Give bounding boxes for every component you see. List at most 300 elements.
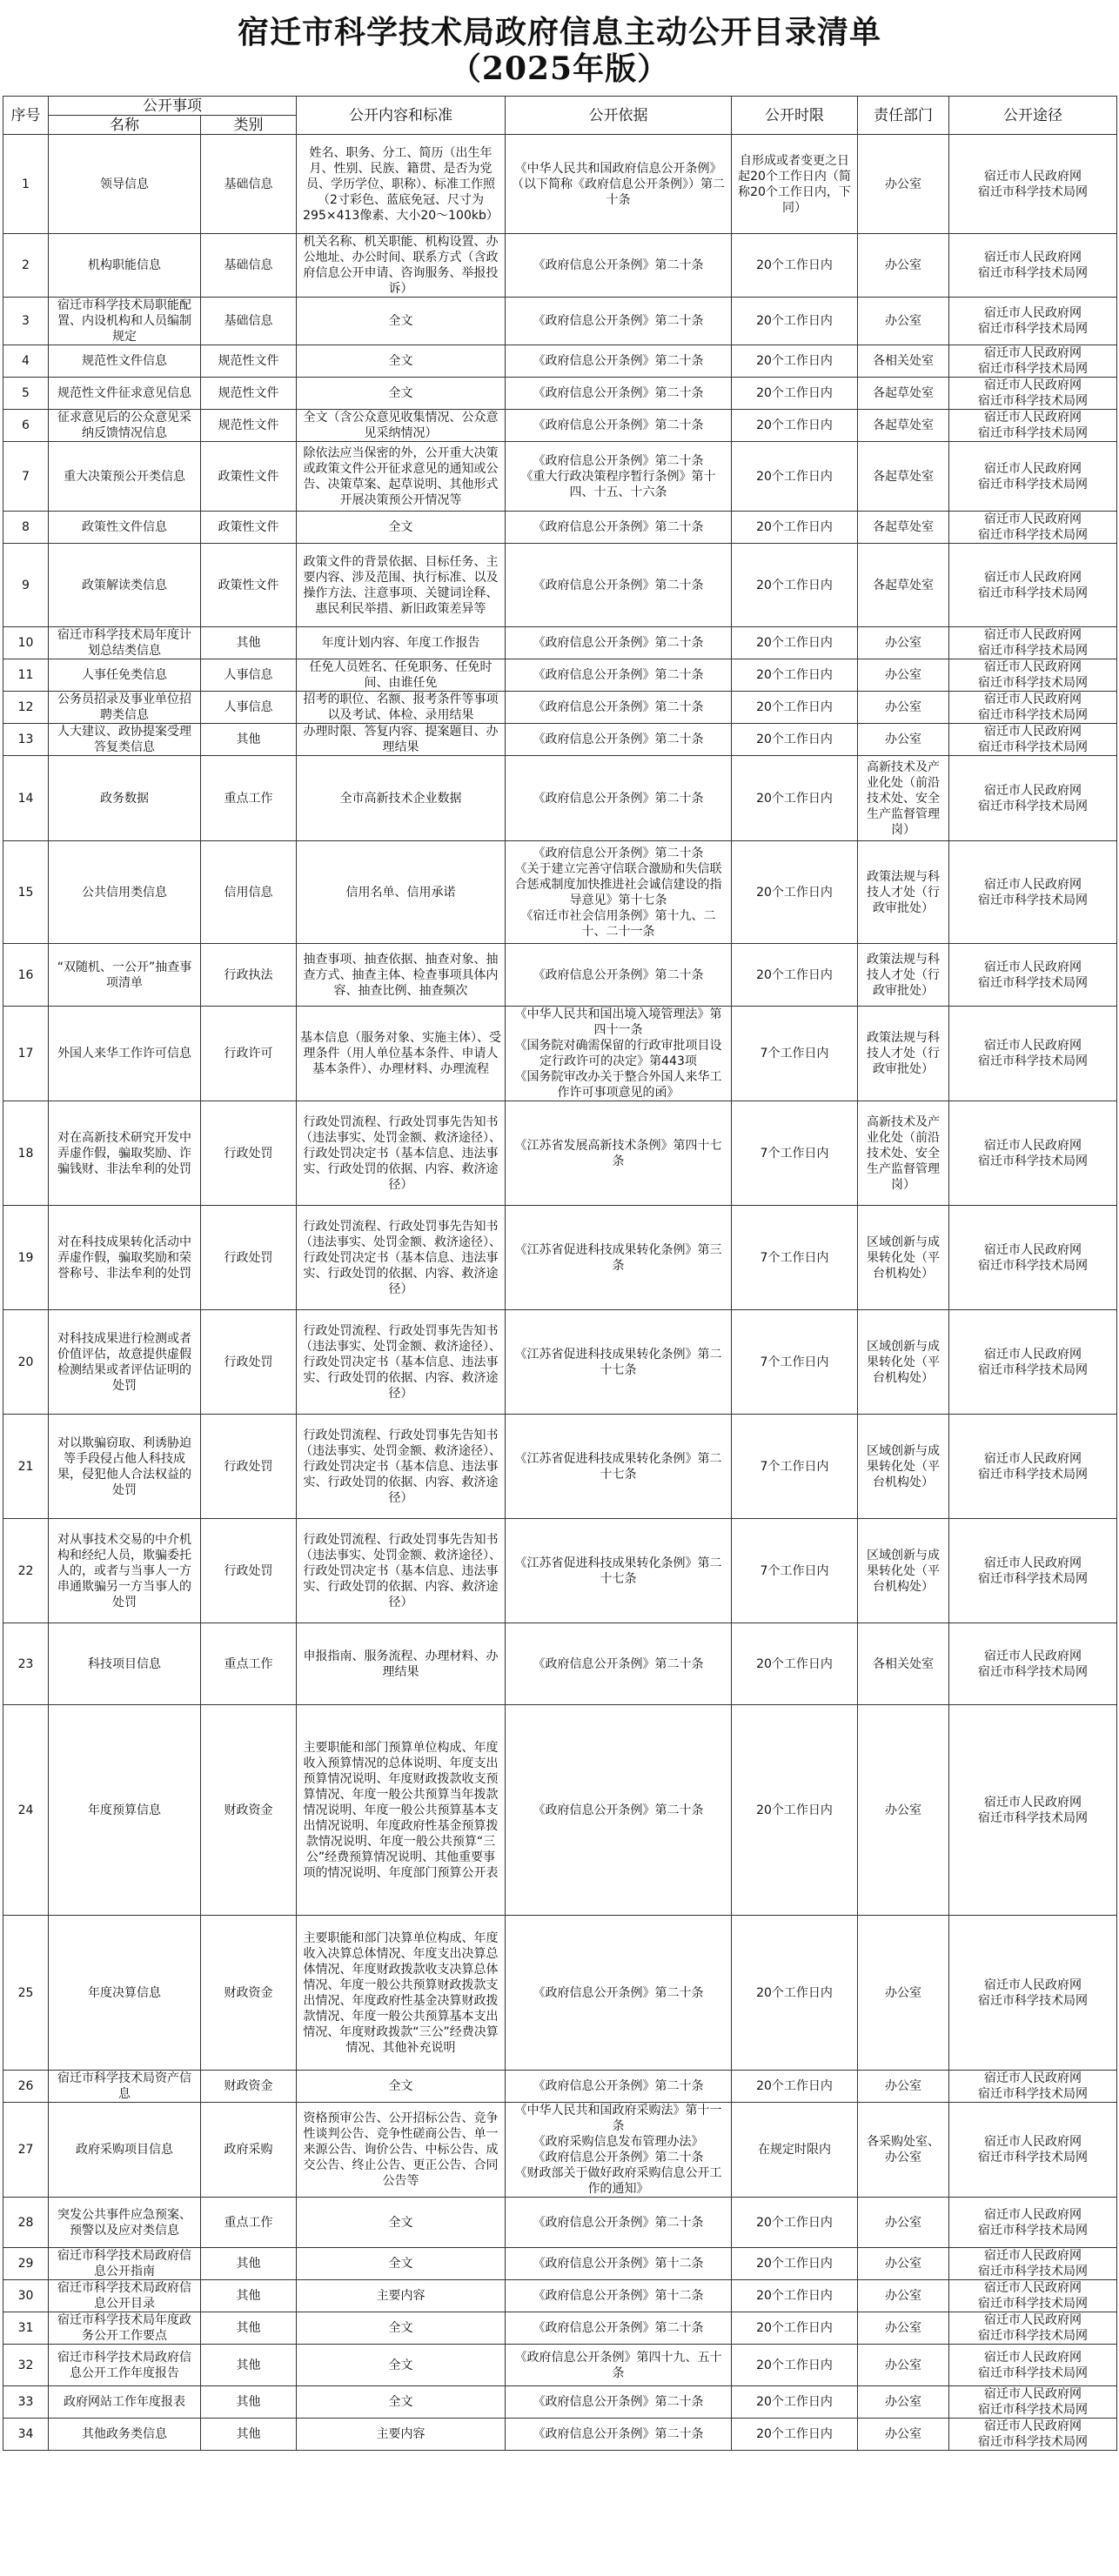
row-basis: 《中华人民共和国政府采购法》第十一条 《政府采购信息发布管理办法》 《政府信息公开条例》第二十条 《财政部关于做好政府采购信息公开工作的通知》 xyxy=(506,2103,732,2198)
row-basis: 《江苏省发展高新技术条例》第四十七条 xyxy=(506,1101,732,1206)
table-row xyxy=(3,756,1117,841)
row-time-limit: 20个工作日内 xyxy=(732,944,858,1007)
row-index: 32 xyxy=(3,2345,49,2386)
row-name: 宿迁市科学技术局资产信息 xyxy=(49,2071,201,2103)
row-category: 政府采购 xyxy=(201,2103,297,2198)
row-channel: 宿迁市人民政府网 宿迁市科学技术局网 xyxy=(949,2419,1117,2451)
table-row xyxy=(3,724,1117,756)
row-content: 任免人员姓名、任免职务、任免时间、由谁任免 xyxy=(297,659,506,692)
row-basis: 《中华人民共和国出境入境管理法》第四十一条 《国务院对确需保留的行政审批项目设定行政许可的决定》第443项 《国务院审改办关于整合外国人来华工作许可事项意见的函》 xyxy=(506,1007,732,1101)
row-department: 区域创新与成果转化处（平台机构处） xyxy=(858,1519,949,1623)
row-index: 4 xyxy=(3,345,49,378)
row-category: 其他 xyxy=(201,724,297,756)
row-index: 24 xyxy=(3,1705,49,1916)
table-row xyxy=(3,1101,1117,1206)
row-basis: 《江苏省促进科技成果转化条例》第三条 xyxy=(506,1206,732,1310)
table-row xyxy=(3,2071,1117,2103)
row-department: 办公室 xyxy=(858,2071,949,2103)
row-department: 区域创新与成果转化处（平台机构处） xyxy=(858,1415,949,1519)
row-time-limit: 20个工作日内 xyxy=(732,298,858,345)
row-channel: 宿迁市人民政府网 宿迁市科学技术局网 xyxy=(949,2345,1117,2386)
row-name: 征求意见后的公众意见采纳反馈情况信息 xyxy=(49,410,201,442)
table-row xyxy=(3,1916,1117,2071)
row-name: 年度决算信息 xyxy=(49,1916,201,2071)
row-time-limit: 20个工作日内 xyxy=(732,2386,858,2419)
row-category: 财政资金 xyxy=(201,1916,297,2071)
row-department: 政策法规与科技人才处（行政审批处） xyxy=(858,1007,949,1101)
row-time-limit: 20个工作日内 xyxy=(732,1916,858,2071)
row-category: 行政处罚 xyxy=(201,1101,297,1206)
row-channel: 宿迁市人民政府网 宿迁市科学技术局网 xyxy=(949,1206,1117,1310)
row-department: 各相关处室 xyxy=(858,345,949,378)
row-channel: 宿迁市人民政府网 宿迁市科学技术局网 xyxy=(949,298,1117,345)
row-name: 政府采购项目信息 xyxy=(49,2103,201,2198)
row-name: 宿迁市科学技术局职能配置、内设机构和人员编制规定 xyxy=(49,298,201,345)
row-channel: 宿迁市人民政府网 宿迁市科学技术局网 xyxy=(949,1310,1117,1415)
row-name: 年度预算信息 xyxy=(49,1705,201,1916)
row-index: 31 xyxy=(3,2312,49,2345)
row-channel: 宿迁市人民政府网 宿迁市科学技术局网 xyxy=(949,2198,1117,2248)
row-basis: 《政府信息公开条例》第二十条 xyxy=(506,234,732,298)
row-content: 申报指南、服务流程、办理材料、办理结果 xyxy=(297,1623,506,1705)
row-time-limit: 7个工作日内 xyxy=(732,1101,858,1206)
row-department: 区域创新与成果转化处（平台机构处） xyxy=(858,1310,949,1415)
header-name: 名称 xyxy=(49,116,201,135)
row-category: 财政资金 xyxy=(201,2071,297,2103)
row-department: 办公室 xyxy=(858,2280,949,2312)
row-index: 30 xyxy=(3,2280,49,2312)
table-row xyxy=(3,1007,1117,1101)
row-content: 全文 xyxy=(297,378,506,410)
row-time-limit: 20个工作日内 xyxy=(732,2071,858,2103)
row-department: 各起草处室 xyxy=(858,378,949,410)
row-name: 政务数据 xyxy=(49,756,201,841)
table-row xyxy=(3,1623,1117,1705)
row-department: 办公室 xyxy=(858,298,949,345)
row-content: 全文 xyxy=(297,2198,506,2248)
row-category: 行政处罚 xyxy=(201,1519,297,1623)
row-content: 机关名称、机关职能、机构设置、办公地址、办公时间、联系方式（含政府信息公开申请、咨询服务、举报投诉） xyxy=(297,234,506,298)
row-name: 外国人来华工作许可信息 xyxy=(49,1007,201,1101)
row-name: 宿迁市科学技术局年度计划总结类信息 xyxy=(49,627,201,659)
row-time-limit: 20个工作日内 xyxy=(732,345,858,378)
row-name: 人大建议、政协提案受理答复类信息 xyxy=(49,724,201,756)
row-basis: 《政府信息公开条例》第二十条 xyxy=(506,2386,732,2419)
row-index: 27 xyxy=(3,2103,49,2198)
row-index: 8 xyxy=(3,512,49,544)
row-time-limit: 7个工作日内 xyxy=(732,1206,858,1310)
row-channel: 宿迁市人民政府网 宿迁市科学技术局网 xyxy=(949,345,1117,378)
row-category: 其他 xyxy=(201,2345,297,2386)
row-content: 姓名、职务、分工、简历（出生年月、性别、民族、籍贯、是否为党员、学历学位、职称）、标准工作照（2寸彩色、蓝底免冠、尺寸为295×413像素、大小20～100kb） xyxy=(297,135,506,234)
table-row xyxy=(3,298,1117,345)
row-index: 10 xyxy=(3,627,49,659)
header-basis: 公开依据 xyxy=(506,97,732,135)
row-content: 基本信息（服务对象、实施主体）、受理条件（用人单位基本条件、申请人基本条件）、办理材料、办理流程 xyxy=(297,1007,506,1101)
row-department: 办公室 xyxy=(858,692,949,724)
row-content: 办理时限、答复内容、提案题目、办理结果 xyxy=(297,724,506,756)
table-row xyxy=(3,2198,1117,2248)
row-content: 信用名单、信用承诺 xyxy=(297,841,506,944)
row-time-limit: 20个工作日内 xyxy=(732,378,858,410)
table-row xyxy=(3,2248,1117,2280)
row-name: 宿迁市科学技术局年度政务公开工作要点 xyxy=(49,2312,201,2345)
row-basis: 《政府信息公开条例》第二十条 xyxy=(506,659,732,692)
row-category: 规范性文件 xyxy=(201,378,297,410)
row-channel: 宿迁市人民政府网 宿迁市科学技术局网 xyxy=(949,442,1117,512)
row-name: 对在科技成果转化活动中弄虚作假，骗取奖励和荣誉称号、非法牟利的处罚 xyxy=(49,1206,201,1310)
row-channel: 宿迁市人民政府网 宿迁市科学技术局网 xyxy=(949,1623,1117,1705)
row-name: 对以欺骗窃取、利诱胁迫等手段侵占他人科技成果，侵犯他人合法权益的处罚 xyxy=(49,1415,201,1519)
row-basis: 《政府信息公开条例》第二十条 《重大行政决策程序暂行条例》第十四、十五、十六条 xyxy=(506,442,732,512)
row-department: 各起草处室 xyxy=(858,410,949,442)
row-index: 25 xyxy=(3,1916,49,2071)
row-time-limit: 20个工作日内 xyxy=(732,2280,858,2312)
row-channel: 宿迁市人民政府网 宿迁市科学技术局网 xyxy=(949,1415,1117,1519)
table-row xyxy=(3,378,1117,410)
row-time-limit: 20个工作日内 xyxy=(732,2419,858,2451)
row-content: 全文 xyxy=(297,2248,506,2280)
row-category: 政策性文件 xyxy=(201,512,297,544)
row-channel: 宿迁市人民政府网 宿迁市科学技术局网 xyxy=(949,2280,1117,2312)
row-content: 招考的职位、名额、报考条件等事项以及考试、体检、录用结果 xyxy=(297,692,506,724)
row-department: 各相关处室 xyxy=(858,1623,949,1705)
row-basis: 《政府信息公开条例》第二十条 xyxy=(506,2198,732,2248)
row-index: 6 xyxy=(3,410,49,442)
header-department: 责任部门 xyxy=(858,97,949,135)
table-body xyxy=(3,135,1117,2451)
row-department: 办公室 xyxy=(858,2248,949,2280)
row-index: 21 xyxy=(3,1415,49,1519)
row-channel: 宿迁市人民政府网 宿迁市科学技术局网 xyxy=(949,410,1117,442)
row-department: 办公室 xyxy=(858,2198,949,2248)
row-name: 规范性文件征求意见信息 xyxy=(49,378,201,410)
row-channel: 宿迁市人民政府网 宿迁市科学技术局网 xyxy=(949,1916,1117,2071)
table-row xyxy=(3,544,1117,627)
row-index: 1 xyxy=(3,135,49,234)
table-row xyxy=(3,1705,1117,1916)
row-channel: 宿迁市人民政府网 宿迁市科学技术局网 xyxy=(949,234,1117,298)
row-content: 主要内容 xyxy=(297,2280,506,2312)
row-category: 基础信息 xyxy=(201,298,297,345)
row-basis: 《政府信息公开条例》第二十条 xyxy=(506,756,732,841)
row-name: 对在高新技术研究开发中弄虚作假，骗取奖励、诈骗钱财、非法牟利的处罚 xyxy=(49,1101,201,1206)
row-channel: 宿迁市人民政府网 宿迁市科学技术局网 xyxy=(949,378,1117,410)
table-row xyxy=(3,2103,1117,2198)
row-category: 行政处罚 xyxy=(201,1415,297,1519)
row-time-limit: 20个工作日内 xyxy=(732,544,858,627)
table-row xyxy=(3,1415,1117,1519)
row-index: 9 xyxy=(3,544,49,627)
row-department: 各起草处室 xyxy=(858,512,949,544)
row-time-limit: 20个工作日内 xyxy=(732,1705,858,1916)
table-row xyxy=(3,234,1117,298)
table-row xyxy=(3,135,1117,234)
row-content: 主要内容 xyxy=(297,2419,506,2451)
table-row xyxy=(3,2312,1117,2345)
row-department: 高新技术及产业化处（前沿技术处、安全生产监督管理岗） xyxy=(858,1101,949,1206)
row-basis: 《政府信息公开条例》第二十条 xyxy=(506,627,732,659)
row-department: 办公室 xyxy=(858,659,949,692)
row-index: 15 xyxy=(3,841,49,944)
row-basis: 《政府信息公开条例》第二十条 xyxy=(506,2071,732,2103)
row-basis: 《江苏省促进科技成果转化条例》第二十七条 xyxy=(506,1310,732,1415)
row-basis: 《政府信息公开条例》第二十条 xyxy=(506,410,732,442)
row-content: 抽查事项、抽查依据、抽查对象、抽查方式、抽查主体、检查事项具体内容、抽查比例、抽查频次 xyxy=(297,944,506,1007)
table-row xyxy=(3,345,1117,378)
row-channel: 宿迁市人民政府网 宿迁市科学技术局网 xyxy=(949,2312,1117,2345)
row-name: 宿迁市科学技术局政府信息公开指南 xyxy=(49,2248,201,2280)
header-channel: 公开途径 xyxy=(949,97,1117,135)
row-basis: 《政府信息公开条例》第二十条 xyxy=(506,512,732,544)
disclosure-table xyxy=(3,96,1117,2451)
header-index: 序号 xyxy=(3,97,49,135)
row-category: 其他 xyxy=(201,627,297,659)
row-category: 重点工作 xyxy=(201,756,297,841)
row-name: 规范性文件信息 xyxy=(49,345,201,378)
row-category: 规范性文件 xyxy=(201,345,297,378)
row-category: 行政许可 xyxy=(201,1007,297,1101)
row-index: 7 xyxy=(3,442,49,512)
row-category: 其他 xyxy=(201,2386,297,2419)
table-row xyxy=(3,2419,1117,2451)
row-time-limit: 20个工作日内 xyxy=(732,692,858,724)
row-category: 行政处罚 xyxy=(201,1206,297,1310)
table-row xyxy=(3,659,1117,692)
row-time-limit: 在规定时限内 xyxy=(732,2103,858,2198)
row-name: 宿迁市科学技术局政府信息公开工作年度报告 xyxy=(49,2345,201,2386)
row-name: 其他政务类信息 xyxy=(49,2419,201,2451)
row-name: 政策解读类信息 xyxy=(49,544,201,627)
row-channel: 宿迁市人民政府网 宿迁市科学技术局网 xyxy=(949,2103,1117,2198)
row-basis: 《政府信息公开条例》第二十条 xyxy=(506,378,732,410)
row-index: 29 xyxy=(3,2248,49,2280)
row-basis: 《政府信息公开条例》第二十条 xyxy=(506,2312,732,2345)
row-content: 行政处罚流程、行政处罚事先告知书（违法事实、处罚金额、救济途径）、行政处罚决定书（基本信息、违法事实、行政处罚的依据、内容、救济途径） xyxy=(297,1519,506,1623)
row-index: 19 xyxy=(3,1206,49,1310)
row-content: 主要职能和部门预算单位构成、年度收入预算情况的总体说明、年度支出预算情况说明、年度财政拨款收支预算情况、年度一般公共预算当年拨款情况说明、年度一般公共预算基本支出情况说明、年度政府性基金预算拨款情况说明、年度一般公共预算“三公”经费预算情况说明、其他重要事项的情况说明、年度部门预算公开表 xyxy=(297,1705,506,1916)
row-channel: 宿迁市人民政府网 宿迁市科学技术局网 xyxy=(949,756,1117,841)
row-time-limit: 20个工作日内 xyxy=(732,2345,858,2386)
row-category: 重点工作 xyxy=(201,2198,297,2248)
row-channel: 宿迁市人民政府网 宿迁市科学技术局网 xyxy=(949,841,1117,944)
row-index: 16 xyxy=(3,944,49,1007)
row-department: 高新技术及产业化处（前沿技术处、安全生产监督管理岗） xyxy=(858,756,949,841)
row-channel: 宿迁市人民政府网 宿迁市科学技术局网 xyxy=(949,135,1117,234)
row-basis: 《政府信息公开条例》第二十条 《关于建立完善守信联合激励和失信联合惩戒制度加快推进社会诚信建设的指导意见》第十七条 《宿迁市社会信用条例》第十九、二十、二十一条 xyxy=(506,841,732,944)
row-channel: 宿迁市人民政府网 宿迁市科学技术局网 xyxy=(949,512,1117,544)
row-category: 信用信息 xyxy=(201,841,297,944)
row-name: “双随机、一公开”抽查事项清单 xyxy=(49,944,201,1007)
row-time-limit: 7个工作日内 xyxy=(732,1415,858,1519)
row-basis: 《政府信息公开条例》第二十条 xyxy=(506,1916,732,2071)
row-content: 行政处罚流程、行政处罚事先告知书（违法事实、处罚金额、救济途径）、行政处罚决定书（基本信息、违法事实、行政处罚的依据、内容、救济途径） xyxy=(297,1415,506,1519)
row-basis: 《政府信息公开条例》第二十条 xyxy=(506,345,732,378)
row-category: 重点工作 xyxy=(201,1623,297,1705)
row-index: 20 xyxy=(3,1310,49,1415)
row-time-limit: 20个工作日内 xyxy=(732,724,858,756)
row-name: 人事任免类信息 xyxy=(49,659,201,692)
table-row xyxy=(3,841,1117,944)
row-department: 办公室 xyxy=(858,1916,949,2071)
row-department: 办公室 xyxy=(858,2345,949,2386)
row-index: 11 xyxy=(3,659,49,692)
row-content: 全文 xyxy=(297,2312,506,2345)
row-time-limit: 7个工作日内 xyxy=(732,1007,858,1101)
row-channel: 宿迁市人民政府网 宿迁市科学技术局网 xyxy=(949,692,1117,724)
row-basis: 《政府信息公开条例》第二十条 xyxy=(506,1705,732,1916)
row-content: 年度计划内容、年度工作报告 xyxy=(297,627,506,659)
row-department: 政策法规与科技人才处（行政审批处） xyxy=(858,841,949,944)
row-content: 全文 xyxy=(297,2345,506,2386)
row-time-limit: 20个工作日内 xyxy=(732,841,858,944)
row-department: 办公室 xyxy=(858,135,949,234)
row-content: 全文 xyxy=(297,298,506,345)
table-row xyxy=(3,512,1117,544)
row-department: 办公室 xyxy=(858,627,949,659)
row-basis: 《政府信息公开条例》第二十条 xyxy=(506,544,732,627)
row-channel: 宿迁市人民政府网 宿迁市科学技术局网 xyxy=(949,659,1117,692)
row-index: 23 xyxy=(3,1623,49,1705)
row-content: 资格预审公告、公开招标公告、竞争性谈判公告、竞争性磋商公告、单一来源公告、询价公告、中标公告、成交公告、终止公告、更正公告、合同公告等 xyxy=(297,2103,506,2198)
row-index: 3 xyxy=(3,298,49,345)
row-basis: 《政府信息公开条例》第四十九、五十条 xyxy=(506,2345,732,2386)
row-content: 政策文件的背景依据、目标任务、主要内容、涉及范围、执行标准、以及操作方法、注意事项、关键词诠释、惠民利民举措、新旧政策差异等 xyxy=(297,544,506,627)
row-content: 全市高新技术企业数据 xyxy=(297,756,506,841)
row-category: 其他 xyxy=(201,2419,297,2451)
row-department: 区域创新与成果转化处（平台机构处） xyxy=(858,1206,949,1310)
row-content: 行政处罚流程、行政处罚事先告知书（违法事实、处罚金额、救济途径）、行政处罚决定书（基本信息、违法事实、行政处罚的依据、内容、救济途径） xyxy=(297,1101,506,1206)
document-subtitle: （2025年版） xyxy=(449,50,670,87)
row-category: 基础信息 xyxy=(201,234,297,298)
row-index: 5 xyxy=(3,378,49,410)
row-department: 办公室 xyxy=(858,724,949,756)
row-name: 公共信用类信息 xyxy=(49,841,201,944)
row-index: 18 xyxy=(3,1101,49,1206)
row-basis: 《政府信息公开条例》第二十条 xyxy=(506,1623,732,1705)
row-basis: 《政府信息公开条例》第二十条 xyxy=(506,724,732,756)
row-department: 各采购处室、办公室 xyxy=(858,2103,949,2198)
table-row xyxy=(3,2280,1117,2312)
row-time-limit: 20个工作日内 xyxy=(732,627,858,659)
row-category: 其他 xyxy=(201,2312,297,2345)
row-category: 人事信息 xyxy=(201,692,297,724)
row-time-limit: 7个工作日内 xyxy=(732,1310,858,1415)
row-channel: 宿迁市人民政府网 宿迁市科学技术局网 xyxy=(949,944,1117,1007)
row-category: 政策性文件 xyxy=(201,442,297,512)
row-basis: 《江苏省促进科技成果转化条例》第二十七条 xyxy=(506,1519,732,1623)
row-time-limit: 20个工作日内 xyxy=(732,2198,858,2248)
row-index: 34 xyxy=(3,2419,49,2451)
row-index: 17 xyxy=(3,1007,49,1101)
header-item-group: 公开事项 xyxy=(49,97,297,116)
row-basis: 《政府信息公开条例》第二十条 xyxy=(506,692,732,724)
row-time-limit: 20个工作日内 xyxy=(732,1623,858,1705)
row-content: 除依法应当保密的外，公开重大决策或政策文件公开征求意见的通知或公告、决策草案、起草说明、其他形式开展决策预公开情况等 xyxy=(297,442,506,512)
table-row xyxy=(3,1310,1117,1415)
row-basis: 《政府信息公开条例》第二十条 xyxy=(506,944,732,1007)
row-content: 行政处罚流程、行政处罚事先告知书（违法事实、处罚金额、救济途径）、行政处罚决定书（基本信息、违法事实、行政处罚的依据、内容、救济途径） xyxy=(297,1206,506,1310)
row-name: 政策性文件信息 xyxy=(49,512,201,544)
row-name: 突发公共事件应急预案、预警以及应对类信息 xyxy=(49,2198,201,2248)
row-name: 对从事技术交易的中介机构和经纪人员，欺骗委托人的，或者与当事人一方串通欺骗另一方当事人的处罚 xyxy=(49,1519,201,1623)
row-department: 政策法规与科技人才处（行政审批处） xyxy=(858,944,949,1007)
row-name: 对科技成果进行检测或者价值评估，故意提供虚假检测结果或者评估证明的处罚 xyxy=(49,1310,201,1415)
row-category: 其他 xyxy=(201,2280,297,2312)
row-index: 2 xyxy=(3,234,49,298)
row-category: 行政处罚 xyxy=(201,1310,297,1415)
row-channel: 宿迁市人民政府网 宿迁市科学技术局网 xyxy=(949,2386,1117,2419)
row-name: 领导信息 xyxy=(49,135,201,234)
table-row xyxy=(3,410,1117,442)
row-basis: 《政府信息公开条例》第十二条 xyxy=(506,2280,732,2312)
row-department: 办公室 xyxy=(858,234,949,298)
row-basis: 《江苏省促进科技成果转化条例》第二十七条 xyxy=(506,1415,732,1519)
row-index: 26 xyxy=(3,2071,49,2103)
row-category: 政策性文件 xyxy=(201,544,297,627)
row-name: 重大决策预公开类信息 xyxy=(49,442,201,512)
row-department: 办公室 xyxy=(858,2312,949,2345)
row-content: 行政处罚流程、行政处罚事先告知书（违法事实、处罚金额、救济途径）、行政处罚决定书（基本信息、违法事实、行政处罚的依据、内容、救济途径） xyxy=(297,1310,506,1415)
table-row xyxy=(3,2386,1117,2419)
row-index: 28 xyxy=(3,2198,49,2248)
row-time-limit: 20个工作日内 xyxy=(732,442,858,512)
table-row xyxy=(3,1206,1117,1310)
row-channel: 宿迁市人民政府网 宿迁市科学技术局网 xyxy=(949,2248,1117,2280)
row-index: 22 xyxy=(3,1519,49,1623)
row-channel: 宿迁市人民政府网 宿迁市科学技术局网 xyxy=(949,724,1117,756)
row-time-limit: 20个工作日内 xyxy=(732,756,858,841)
table-row xyxy=(3,692,1117,724)
row-channel: 宿迁市人民政府网 宿迁市科学技术局网 xyxy=(949,1007,1117,1101)
row-time-limit: 20个工作日内 xyxy=(732,2312,858,2345)
row-channel: 宿迁市人民政府网 宿迁市科学技术局网 xyxy=(949,1705,1117,1916)
row-basis: 《政府信息公开条例》第二十条 xyxy=(506,298,732,345)
row-index: 14 xyxy=(3,756,49,841)
row-content: 全文（含公众意见收集情况、公众意见采纳情况） xyxy=(297,410,506,442)
table-row xyxy=(3,1519,1117,1623)
row-department: 办公室 xyxy=(858,1705,949,1916)
header-content: 公开内容和标准 xyxy=(297,97,506,135)
row-index: 13 xyxy=(3,724,49,756)
row-category: 人事信息 xyxy=(201,659,297,692)
row-basis: 《政府信息公开条例》第十二条 xyxy=(506,2248,732,2280)
row-content: 全文 xyxy=(297,512,506,544)
table-row xyxy=(3,442,1117,512)
row-time-limit: 20个工作日内 xyxy=(732,2248,858,2280)
row-channel: 宿迁市人民政府网 宿迁市科学技术局网 xyxy=(949,544,1117,627)
row-name: 政府网站工作年度报表 xyxy=(49,2386,201,2419)
row-time-limit: 7个工作日内 xyxy=(732,1519,858,1623)
row-category: 行政执法 xyxy=(201,944,297,1007)
row-index: 33 xyxy=(3,2386,49,2419)
table-row xyxy=(3,2345,1117,2386)
row-content: 全文 xyxy=(297,2071,506,2103)
row-category: 基础信息 xyxy=(201,135,297,234)
row-time-limit: 20个工作日内 xyxy=(732,659,858,692)
row-time-limit: 20个工作日内 xyxy=(732,512,858,544)
row-channel: 宿迁市人民政府网 宿迁市科学技术局网 xyxy=(949,1519,1117,1623)
row-channel: 宿迁市人民政府网 宿迁市科学技术局网 xyxy=(949,2071,1117,2103)
row-channel: 宿迁市人民政府网 宿迁市科学技术局网 xyxy=(949,1101,1117,1206)
row-name: 机构职能信息 xyxy=(49,234,201,298)
row-name: 宿迁市科学技术局政府信息公开目录 xyxy=(49,2280,201,2312)
row-name: 公务员招录及事业单位招聘类信息 xyxy=(49,692,201,724)
row-content: 全文 xyxy=(297,2386,506,2419)
row-department: 各起草处室 xyxy=(858,544,949,627)
row-category: 其他 xyxy=(201,2248,297,2280)
row-department: 办公室 xyxy=(858,2419,949,2451)
